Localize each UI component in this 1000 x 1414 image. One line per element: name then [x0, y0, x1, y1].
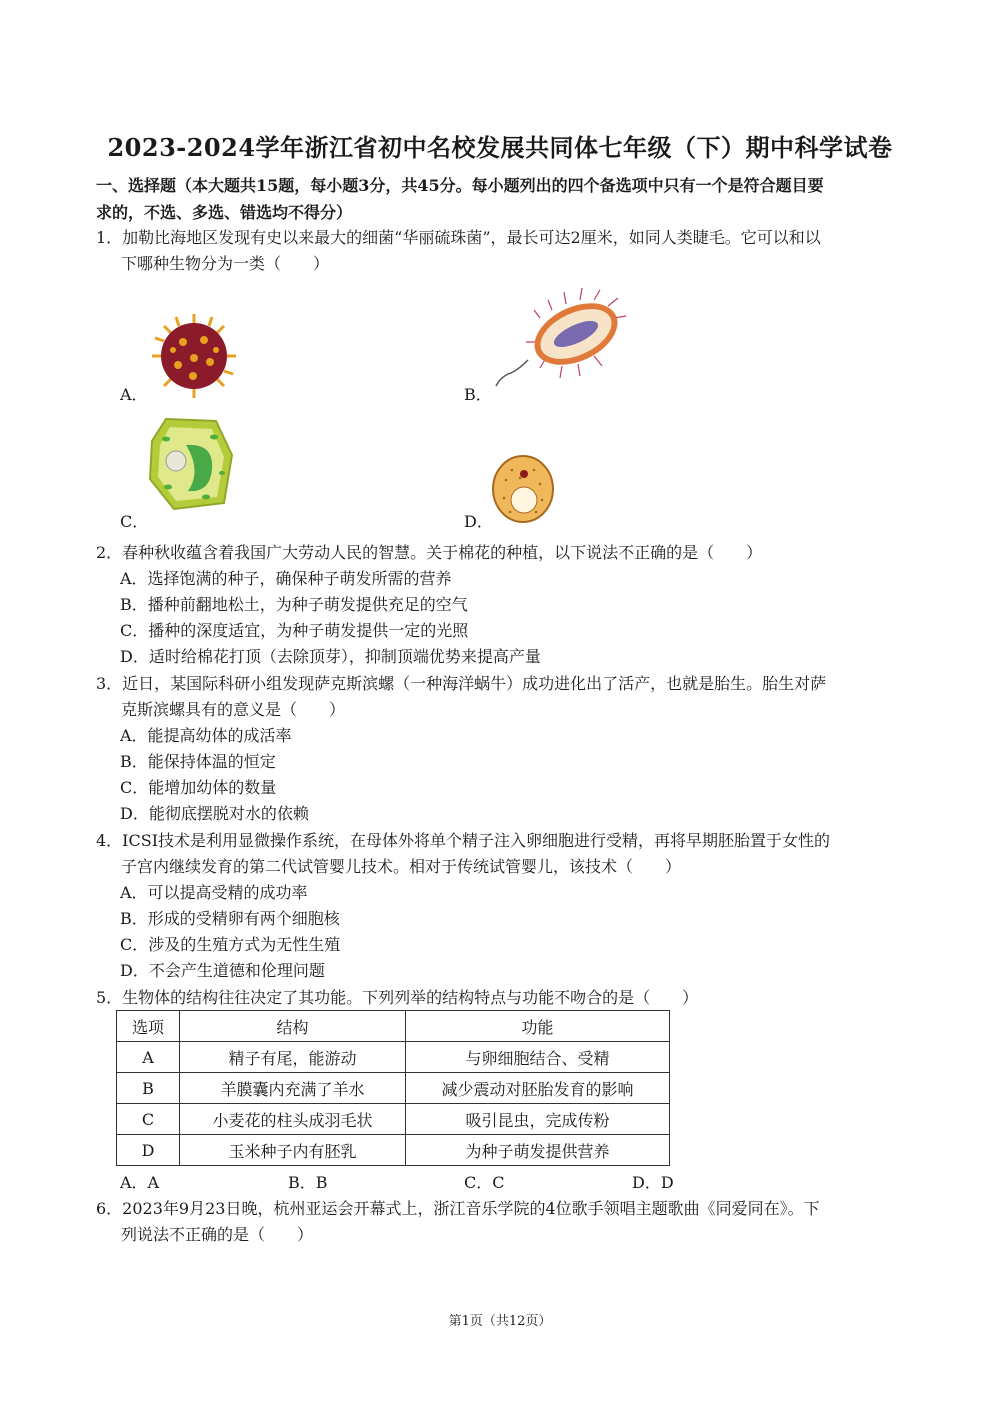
bacterium-image: [490, 282, 630, 392]
plant-nucleus: [166, 451, 186, 471]
question-2-option-b: B．播种前翻地松土，为种子萌发提供充足的空气: [120, 595, 468, 614]
question-5-answer-c: C．C: [464, 1173, 505, 1192]
plant-cell-image: [144, 415, 236, 513]
yeast-cell-image: [490, 454, 556, 524]
question-4-option-b: B．形成的受精卵有两个细胞核: [120, 909, 340, 928]
page-title: 2023-2024学年浙江省初中名校发展共同体七年级（下）期中科学试卷: [107, 133, 893, 162]
q1-option-a-label: A．: [120, 385, 148, 404]
table-header-row: [117, 1011, 670, 1042]
table-cell: 玉米种子内有胚乳: [180, 1135, 406, 1166]
question-3-option-c: C．能增加幼体的数量: [120, 778, 277, 797]
question-4-line-2: 子宫内继续发育的第二代试管婴儿技术。相对于传统试管婴儿，该技术（ ）: [121, 857, 682, 876]
question-6-line-2: 列说法不正确的是（ ）: [121, 1225, 314, 1244]
question-5-answer-b: B．B: [288, 1173, 328, 1192]
table-cell: 与卵细胞结合、受精: [406, 1042, 670, 1073]
question-3-line-2: 克斯滨螺具有的意义是（ ）: [121, 700, 346, 719]
question-4-option-d: D．不会产生道德和伦理问题: [120, 961, 325, 980]
table-cell: D: [117, 1135, 180, 1166]
q1-option-c-label: C．: [120, 512, 149, 531]
section-heading-line-2: 求的，不选、多选、错选均不得分）: [96, 203, 353, 222]
question-5-answer-a: A．A: [120, 1173, 160, 1192]
question-5-stem: 5．生物体的结构往往决定了其功能。下列列举的结构特点与功能不吻合的是（ ）: [96, 988, 699, 1007]
question-1-line-2: 下哪种生物分为一类（ ）: [121, 254, 330, 273]
question-5-answer-d: D．D: [632, 1173, 674, 1192]
question-4-line-1: 4．ICSI技术是利用显微操作系统，在母体外将单个精子注入卵细胞进行受精，再将早期胚胎置于女性的: [96, 831, 831, 850]
table-cell: 减少震动对胚胎发育的影响: [406, 1073, 670, 1104]
question-2-option-a: A．选择饱满的种子，确保种子萌发所需的营养: [120, 569, 452, 588]
table-row: [117, 1104, 670, 1135]
bacterium-flagellum: [496, 360, 528, 386]
yeast-nucleus: [520, 470, 528, 478]
section-heading: [96, 172, 916, 226]
table-header-cell: 功能: [406, 1011, 670, 1042]
table-cell: 吸引昆虫，完成传粉: [406, 1104, 670, 1135]
question-6-line-1: 6．2023年9月23日晚，杭州亚运会开幕式上，浙江音乐学院的4位歌手领唱主题歌曲《同爱同在》。下: [96, 1199, 820, 1218]
page-footer: 第1页（共12页）: [448, 1314, 552, 1329]
table-cell: 精子有尾，能游动: [180, 1042, 406, 1073]
question-3-option-b: B．能保持体温的恒定: [120, 752, 276, 771]
question-2-option-d: D．适时给棉花打顶（去除顶芽），抑制顶端优势来提高产量: [120, 647, 541, 666]
table-header-cell: 选项: [117, 1011, 180, 1042]
q1-option-d-label: D．: [464, 512, 493, 531]
question-4-option-c: C．涉及的生殖方式为无性生殖: [120, 935, 341, 954]
question-5-table: [116, 1010, 670, 1166]
table-cell: A: [117, 1042, 180, 1073]
question-3-option-d: D．能彻底摆脱对水的依赖: [120, 804, 309, 823]
table-cell: 为种子萌发提供营养: [406, 1135, 670, 1166]
question-3-line-1: 3．近日，某国际科研小组发现萨克斯滨螺（一种海洋蜗牛）成功进化出了活产，也就是胎生。胎生对萨: [96, 674, 827, 693]
q1-option-b-label: B．: [464, 385, 492, 404]
table-row: [117, 1135, 670, 1166]
question-4-option-a: A．可以提高受精的成功率: [120, 883, 308, 902]
table-cell: 羊膜囊内充满了羊水: [180, 1073, 406, 1104]
table-cell: 小麦花的柱头成羽毛状: [180, 1104, 406, 1135]
question-2-option-c: C．播种的深度适宜，为种子萌发提供一定的光照: [120, 621, 469, 640]
table-row: [117, 1073, 670, 1104]
table-cell: C: [117, 1104, 180, 1135]
yeast-vacuole: [511, 487, 537, 513]
virus-image: [148, 310, 240, 402]
table-cell: B: [117, 1073, 180, 1104]
question-3-option-a: A．能提高幼体的成活率: [120, 726, 292, 745]
table-row: [117, 1042, 670, 1073]
question-2-stem: 2．春种秋收蕴含着我国广大劳动人民的智慧。关于棉花的种植，以下说法不正确的是（ ）: [96, 543, 763, 562]
section-heading-line-1: 一、选择题（本大题共15题，每小题3分，共45分。每小题列出的四个备选项中只有一个是符合题目要: [96, 176, 824, 195]
question-1-line-1: 1．加勒比海地区发现有史以来最大的细菌“华丽硫珠菌”，最长可达2厘米，如同人类睫毛。它可以和以: [96, 228, 821, 247]
table-header-cell: 结构: [180, 1011, 406, 1042]
